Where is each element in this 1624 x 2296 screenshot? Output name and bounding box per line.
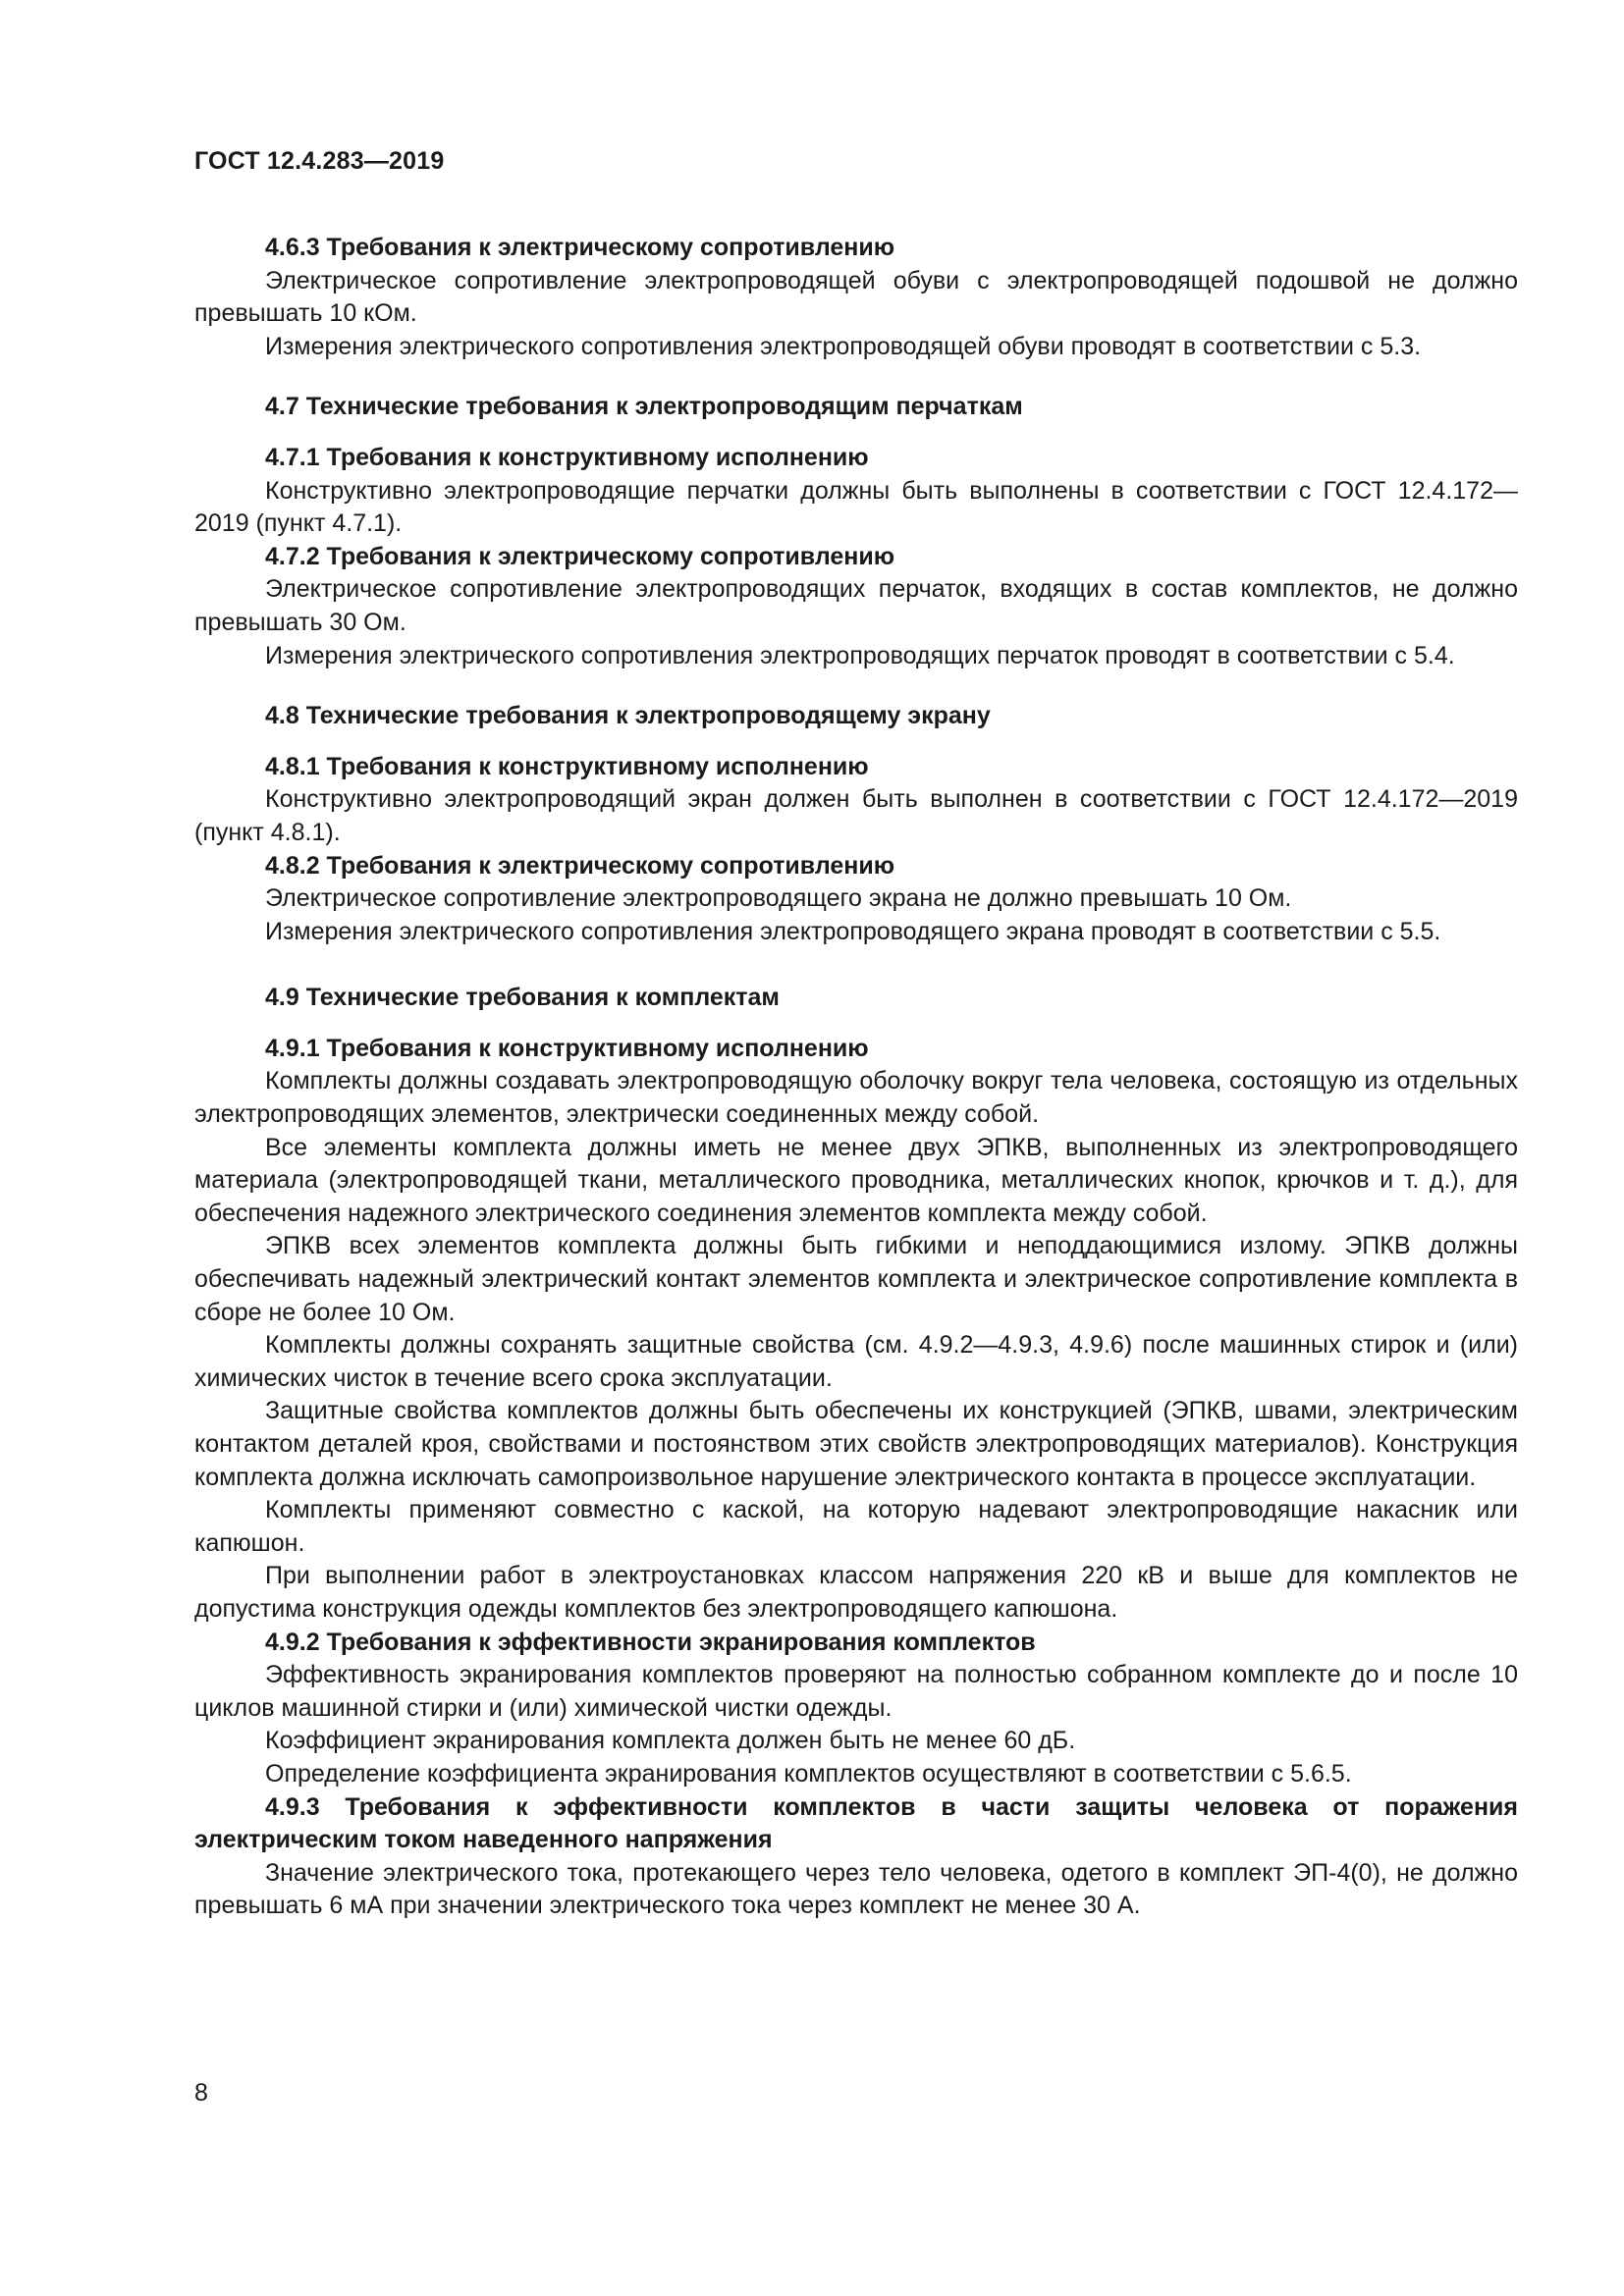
paragraph: Значение электрического тока, протекающего через тело человека, одетого в комплект ЭП-4(0), не должно превышать 6 мА при значении электрического тока через комплект не менее 30 А.	[194, 1858, 1518, 1920]
paragraph: Электрическое сопротивление электропроводящих перчаток, входящих в состав комплектов, не должно превышать 30 Ом.	[194, 575, 1518, 636]
section-heading-4-9: 4.9 Технические требования к комплектам	[265, 984, 780, 1012]
section-heading-4-6-3: 4.6.3 Требования к электрическому сопротивлению	[265, 234, 895, 261]
paragraph: Электрическое сопротивление электропроводящего экрана не должно превышать 10 Ом.	[265, 884, 1292, 913]
paragraph: Коэффициент экранирования комплекта должен быть не менее 60 дБ.	[265, 1727, 1076, 1755]
document-code-header: ГОСТ 12.4.283—2019	[194, 147, 445, 175]
paragraph: Определение коэффициента экранирования комплектов осуществляют в соответствии с 5.6.5.	[265, 1759, 1352, 1788]
paragraph: Комплекты применяют совместно с каской, на которую надевают электропроводящие накасник или капюшон.	[194, 1496, 1518, 1557]
paragraph: Комплекты должны создавать электропроводящую оболочку вокруг тела человека, состоящую из отдельных электропроводящих элементов, электрически соединенных между собой.	[194, 1067, 1518, 1129]
section-heading-4-7-2: 4.7.2 Требования к электрическому сопротивлению	[265, 542, 895, 570]
paragraph: Комплекты должны сохранять защитные свойства (см. 4.9.2—4.9.3, 4.9.6) после машинных стирок и (или) химических чисток в течение всего срока эксплуатации.	[194, 1331, 1518, 1392]
paragraph: Измерения электрического сопротивления электропроводящей обуви проводят в соответствии с 5.3.	[265, 332, 1422, 360]
section-heading-4-8-1: 4.8.1 Требования к конструктивному исполнению	[265, 752, 869, 780]
paragraph: ЭПКВ всех элементов комплекта должны быть гибкими и неподдающимися излому. ЭПКВ должны обеспечивать надежный электрический контакт элементов комплекта и электрическое сопротивление комплекта в сборе не более 10 Ом.	[194, 1232, 1518, 1326]
paragraph: Измерения электрического сопротивления электропроводящего экрана проводят в соответствии с 5.5.	[265, 917, 1441, 945]
document-body	[194, 232, 1518, 1923]
section-heading-4-9-2: 4.9.2 Требования к эффективности экранирования комплектов	[265, 1628, 1036, 1656]
paragraph: Измерения электрического сопротивления электропроводящих перчаток проводят в соответствии с 5.4.	[265, 641, 1455, 669]
section-heading-4-9-1: 4.9.1 Требования к конструктивному исполнению	[265, 1034, 869, 1062]
paragraph: Конструктивно электропроводящий экран должен быть выполнен в соответствии с ГОСТ 12.4.172—2019 (пункт 4.8.1).	[194, 785, 1518, 846]
section-heading-4-9-3: 4.9.3 Требования к эффективности комплектов в части защиты человека от поражения электрическим током наведенного напряжения	[194, 1792, 1518, 1854]
paragraph: Защитные свойства комплектов должны быть обеспечены их конструкцией (ЭПКВ, швами, электрическим контактом деталей кроя, свойствами и постоянством этих свойств электропроводящих материалов). Конструкция комплекта должна исключать самопроизвольное нарушение электрического контакта в процессе эксплуатации.	[194, 1397, 1518, 1491]
section-heading-4-8: 4.8 Технические требования к электропроводящему экрану	[265, 702, 991, 730]
paragraph: Конструктивно электропроводящие перчатки должны быть выполнены в соответствии с ГОСТ 12.4.172—2019 (пункт 4.7.1).	[194, 476, 1518, 538]
paragraph: Эффективность экранирования комплектов проверяют на полностью собранном комплекте до и после 10 циклов машинной стирки и (или) химической чистки одежды.	[194, 1661, 1518, 1722]
paragraph: При выполнении работ в электроустановках классом напряжения 220 кВ и выше для комплектов не допустима конструкция одежды комплектов без электропроводящего капюшона.	[194, 1562, 1518, 1623]
paragraph: Электрическое сопротивление электропроводящей обуви с электропроводящей подошвой не должно превышать 10 кОм.	[194, 266, 1518, 328]
paragraph: Все элементы комплекта должны иметь не менее двух ЭПКВ, выполненных из электропроводящего материала (электропроводящей ткани, металлического проводника, металлических кнопок, крючков и т. д.), для обеспечения надежного электрического соединения элементов комплекта между собой.	[194, 1133, 1518, 1227]
section-heading-4-8-2: 4.8.2 Требования к электрическому сопротивлению	[265, 851, 895, 880]
page-number: 8	[194, 2079, 208, 2107]
section-heading-4-7: 4.7 Технические требования к электропроводящим перчаткам	[265, 393, 1023, 421]
section-heading-4-7-1: 4.7.1 Требования к конструктивному исполнению	[265, 443, 869, 471]
